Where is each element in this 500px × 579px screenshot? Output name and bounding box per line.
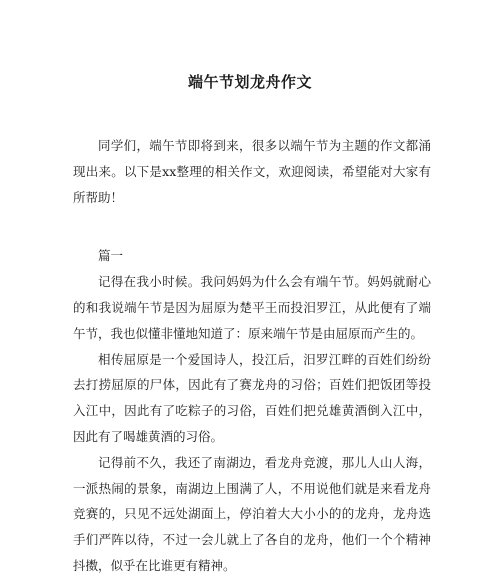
intro-paragraph: 同学们，端午节即将到来，很多以端午节为主题的作文都涌现出来。以下是xx整理的相关作文，欢迎阅读，希望能对大家有所帮助！ xyxy=(73,138,431,205)
section-heading: 篇一 xyxy=(98,248,124,264)
document-title: 端午节划龙舟作文 xyxy=(187,73,312,91)
section-spacer xyxy=(73,210,431,243)
document-body xyxy=(73,133,431,579)
body-paragraph-1: 记得在我小时候。我问妈妈为什么会有端午节。妈妈就耐心的和我说端午节是因为屈原为楚平王而投汨罗江，从此便有了端午节，我也似懂非懂地知道了：原来端午节是由屈原而产生的。 xyxy=(73,274,431,341)
body-paragraph-3: 记得前不久，我还了南湖边，看龙舟竞渡，那儿人山人海，一派热闹的景象，南湖边上围满了人，不用说他们就是来看龙舟竞赛的，只见不远处湖面上，停泊着大大小小的的龙舟，龙舟选手们严阵以待，不过一会儿就上了各自的龙舟，他们一个个精神抖擞，似乎在比谁更有精神。 xyxy=(73,454,431,573)
body-paragraph-2: 相传屈原是一个爱国诗人，投江后，汨罗江畔的百姓们纷纷去打捞屈原的尸体，因此有了赛龙舟的习俗；百姓们把饭团等投入江中，因此有了吃粽子的习俗，百姓们把兑雄黄酒倒入江中，因此有了喝雄黄酒的习俗。 xyxy=(73,351,431,444)
